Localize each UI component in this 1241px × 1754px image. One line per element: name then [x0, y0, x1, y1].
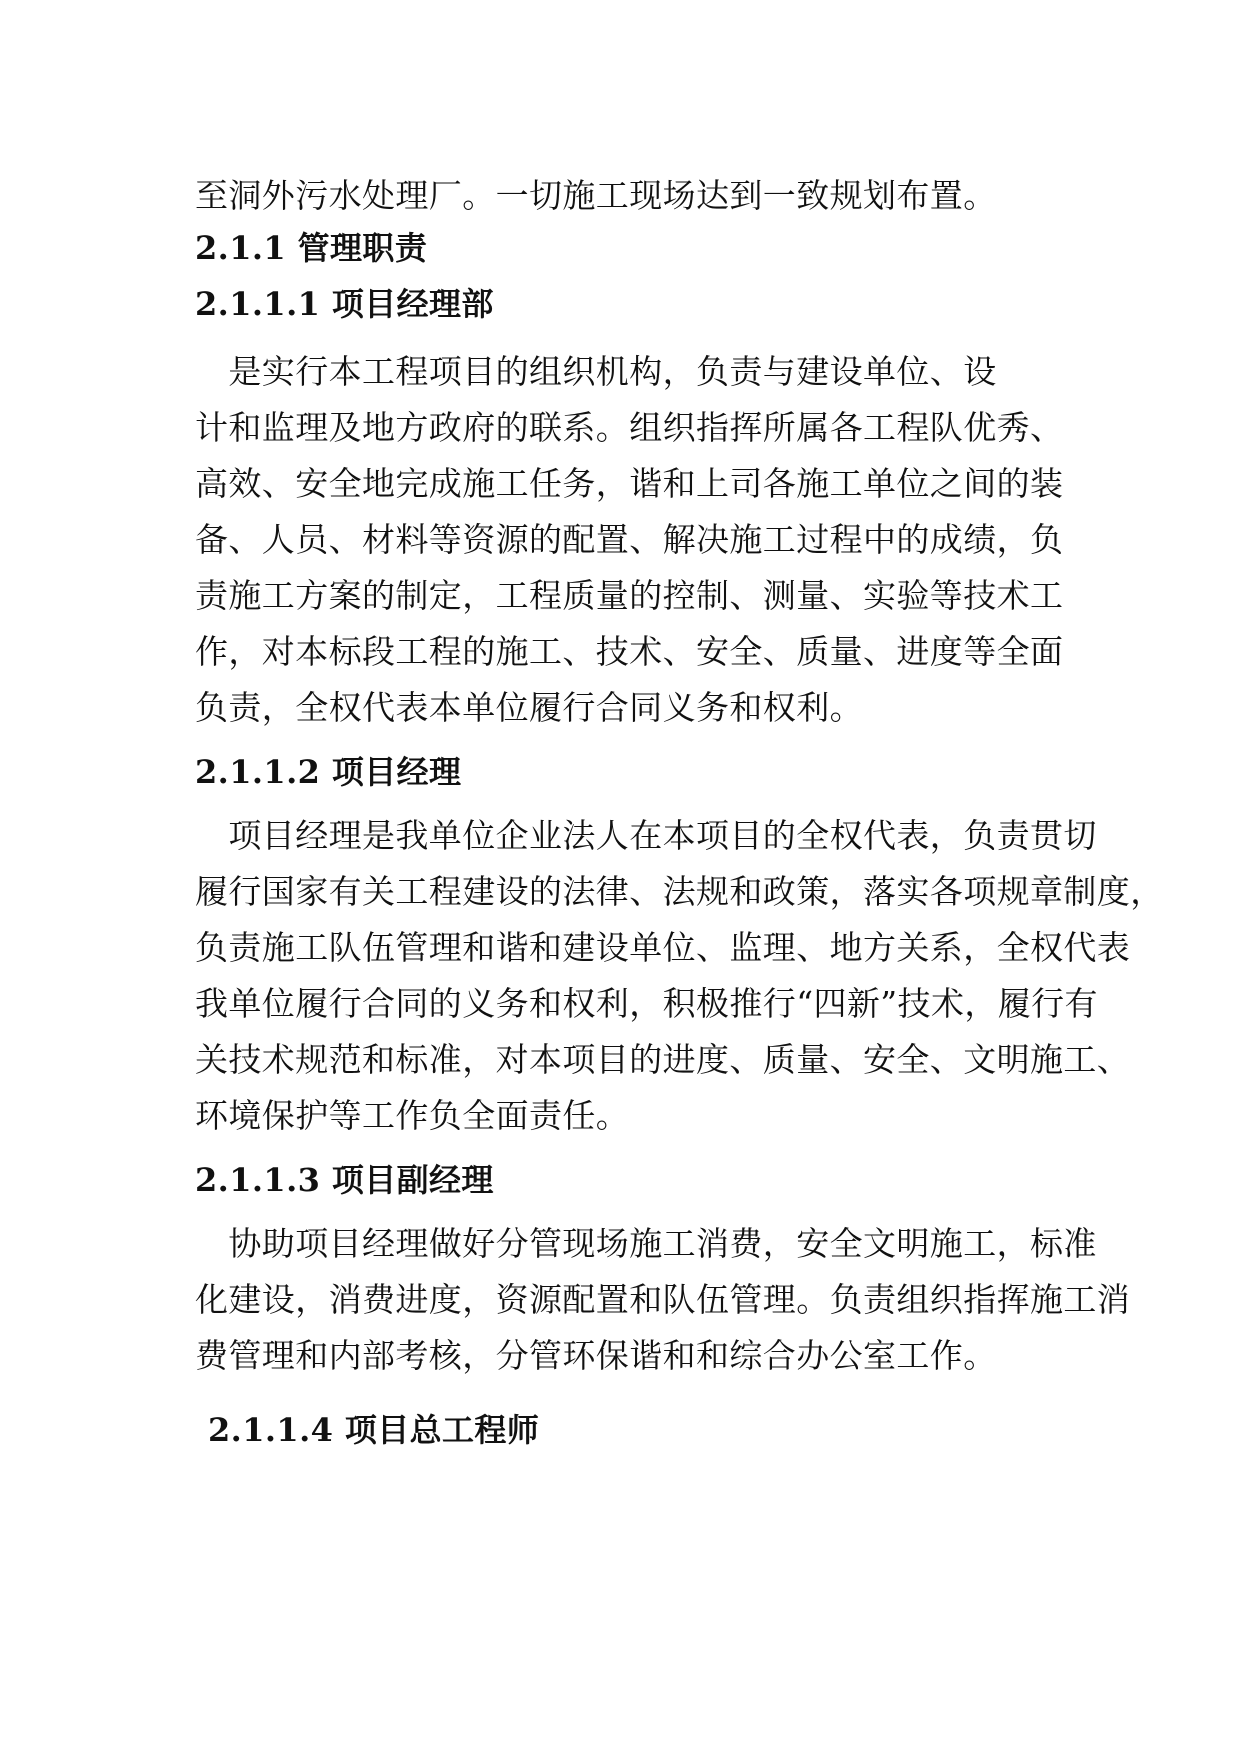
paragraph-line: 履行国家有关工程建设的法律、法规和政策，落实各项规章制度，	[195, 872, 1164, 911]
paragraph-line: 费管理和内部考核，分管环保谐和和综合办公室工作。	[195, 1336, 997, 1375]
section-heading-2-1-1-2: 2.1.1.2 项目经理	[195, 753, 462, 791]
paragraph-line: 协助项目经理做好分管现场施工消费，安全文明施工，标准	[195, 1224, 1097, 1263]
paragraph-deputy-manager	[195, 1216, 1131, 1384]
paragraph-project-manager	[195, 808, 1164, 1144]
paragraph-line: 作，对本标段工程的施工、技术、安全、质量、进度等全面	[195, 632, 1064, 671]
paragraph-line: 关技术规范和标准，对本项目的进度、质量、安全、文明施工、	[195, 1040, 1131, 1079]
section-heading-2-1-1: 2.1.1 管理职责	[195, 229, 428, 267]
paragraph-project-department	[195, 344, 1095, 736]
paragraph-line: 备、人员、材料等资源的配置、解决施工过程中的成绩，负	[195, 520, 1064, 559]
paragraph-line: 是实行本工程项目的组织机构，负责与建设单位、设	[195, 352, 997, 391]
paragraph-line: 负责，全权代表本单位履行合同义务和权利。	[195, 688, 863, 727]
paragraph-line: 高效、安全地完成施工任务，谐和上司各施工单位之间的装	[195, 464, 1064, 503]
section-heading-2-1-1-4: 2.1.1.4 项目总工程师	[208, 1411, 540, 1449]
lead-line: 至洞外污水处理厂。一切施工现场达到一致规划布置。	[195, 176, 997, 215]
section-heading-2-1-1-1: 2.1.1.1 项目经理部	[195, 285, 494, 323]
paragraph-line: 我单位履行合同的义务和权利，积极推行“四新”技术，履行有	[195, 984, 1098, 1023]
paragraph-line: 环境保护等工作负全面责任。	[195, 1096, 630, 1135]
paragraph-line: 项目经理是我单位企业法人在本项目的全权代表，负责贯切	[195, 816, 1097, 855]
paragraph-line: 计和监理及地方政府的联系。组织指挥所属各工程队优秀、	[195, 408, 1064, 447]
paragraph-line: 负责施工队伍管理和谐和建设单位、监理、地方关系，全权代表	[195, 928, 1131, 967]
section-heading-2-1-1-3: 2.1.1.3 项目副经理	[195, 1161, 494, 1199]
paragraph-line: 责施工方案的制定，工程质量的控制、测量、实验等技术工	[195, 576, 1064, 615]
paragraph-line: 化建设，消费进度，资源配置和队伍管理。负责组织指挥施工消	[195, 1280, 1131, 1319]
